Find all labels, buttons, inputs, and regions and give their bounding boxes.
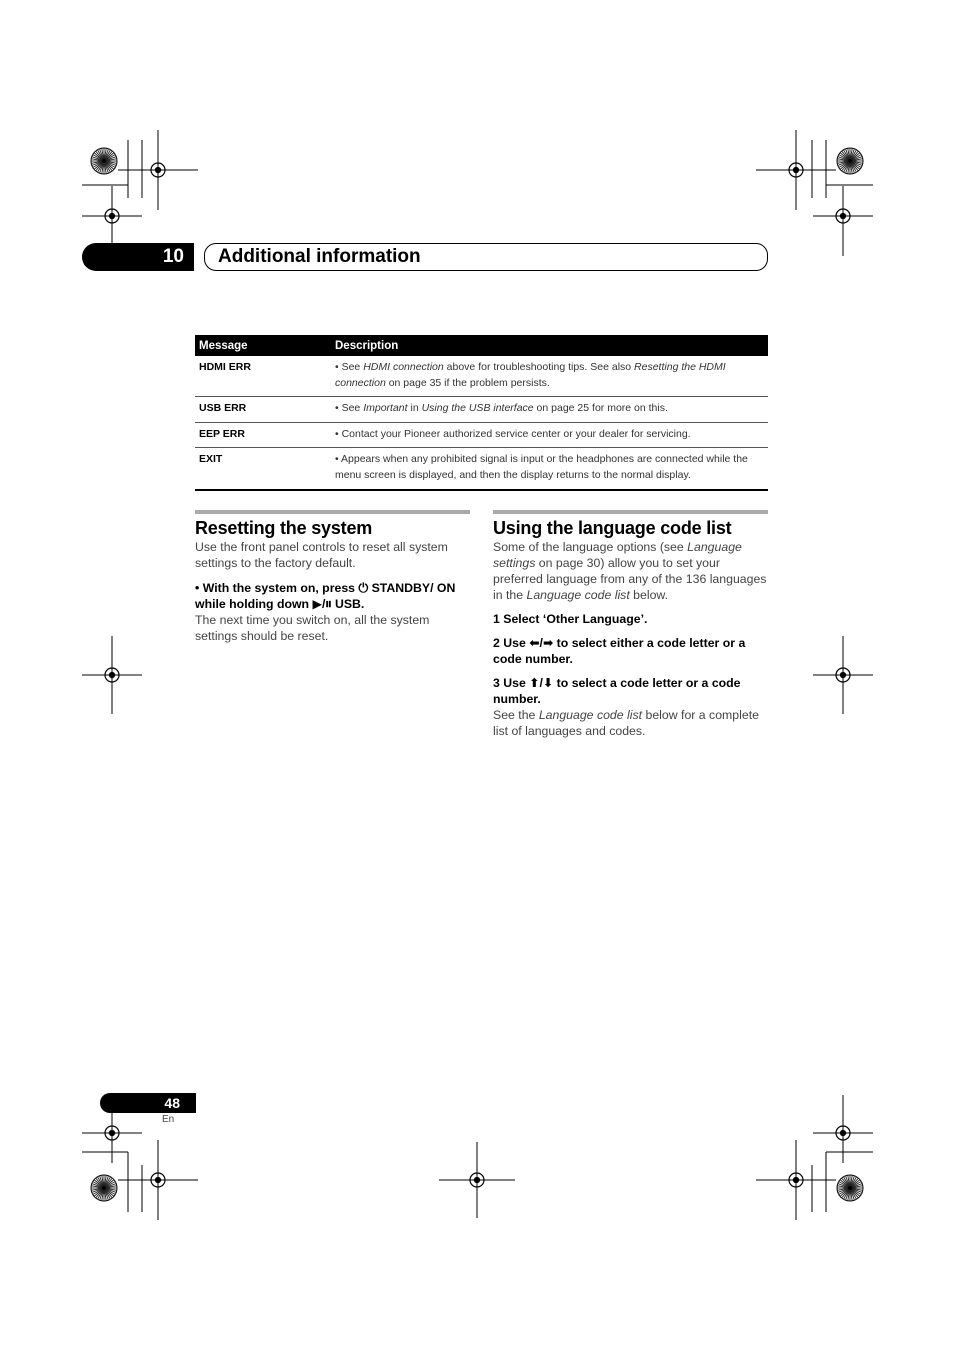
section-intro: Some of the language options (see Language settings on page 30) allow you to set your preferred language from any of the 136 languages in the Language code list below. <box>493 540 767 602</box>
message-description: • See Important in Using the USB interface on page 25 for more on this. <box>331 397 768 423</box>
page-number: 48 <box>100 1093 196 1113</box>
standby-icon: ⏻ <box>358 581 369 595</box>
table-row <box>195 397 768 423</box>
chapter-title: Additional information <box>204 243 768 271</box>
section-rule <box>493 510 768 514</box>
left-right-arrow-icon: ⬅/➡ <box>529 636 554 650</box>
table-row <box>195 422 768 448</box>
page-language: En <box>162 1114 175 1125</box>
section-heading: Resetting the system <box>195 518 373 538</box>
chapter-number: 10 <box>82 243 194 271</box>
section-heading: Using the language code list <box>493 518 732 538</box>
resetting-section <box>195 510 470 644</box>
language-section <box>493 510 768 739</box>
play-pause-icon: ▶/⏸ <box>312 597 332 611</box>
section-rule <box>195 510 470 514</box>
header-message: Message <box>195 335 331 356</box>
message-code: USB ERR <box>195 397 331 423</box>
instruction-step-1: 1 Select ‘Other Language’. <box>493 612 648 626</box>
message-code: EXIT <box>195 448 331 491</box>
message-code: HDMI ERR <box>195 356 331 397</box>
message-description: • See HDMI connection above for troubleshooting tips. See also Resetting the HDMI connection on page 35 if the problem persists. <box>331 356 768 397</box>
message-description: • Appears when any prohibited signal is input or the headphones are connected while the menu screen is displayed, and then the display returns to the normal display. <box>331 448 768 491</box>
table-header-row <box>195 335 768 356</box>
up-down-arrow-icon: ⬆/⬇ <box>529 676 554 690</box>
message-description: • Contact your Pioneer authorized service center or your dealer for servicing. <box>331 422 768 448</box>
step-result: See the Language code list below for a complete list of languages and codes. <box>493 708 759 738</box>
table-row <box>195 356 768 397</box>
table-row <box>195 448 768 491</box>
message-table <box>195 335 768 491</box>
header-description: Description <box>331 335 768 356</box>
instruction-step: • With the system on, press ⏻ STANDBY/ ON while holding down ▶/⏸ USB. <box>195 581 456 611</box>
instruction-step-2: 2 Use ⬅/➡ to select either a code letter or a code number. <box>493 636 746 666</box>
step-result: The next time you switch on, all the system settings should be reset. <box>195 613 430 643</box>
message-code: EEP ERR <box>195 422 331 448</box>
instruction-step-3: 3 Use ⬆/⬇ to select a code letter or a code number. <box>493 676 741 706</box>
section-intro: Use the front panel controls to reset all system settings to the factory default. <box>195 540 448 570</box>
